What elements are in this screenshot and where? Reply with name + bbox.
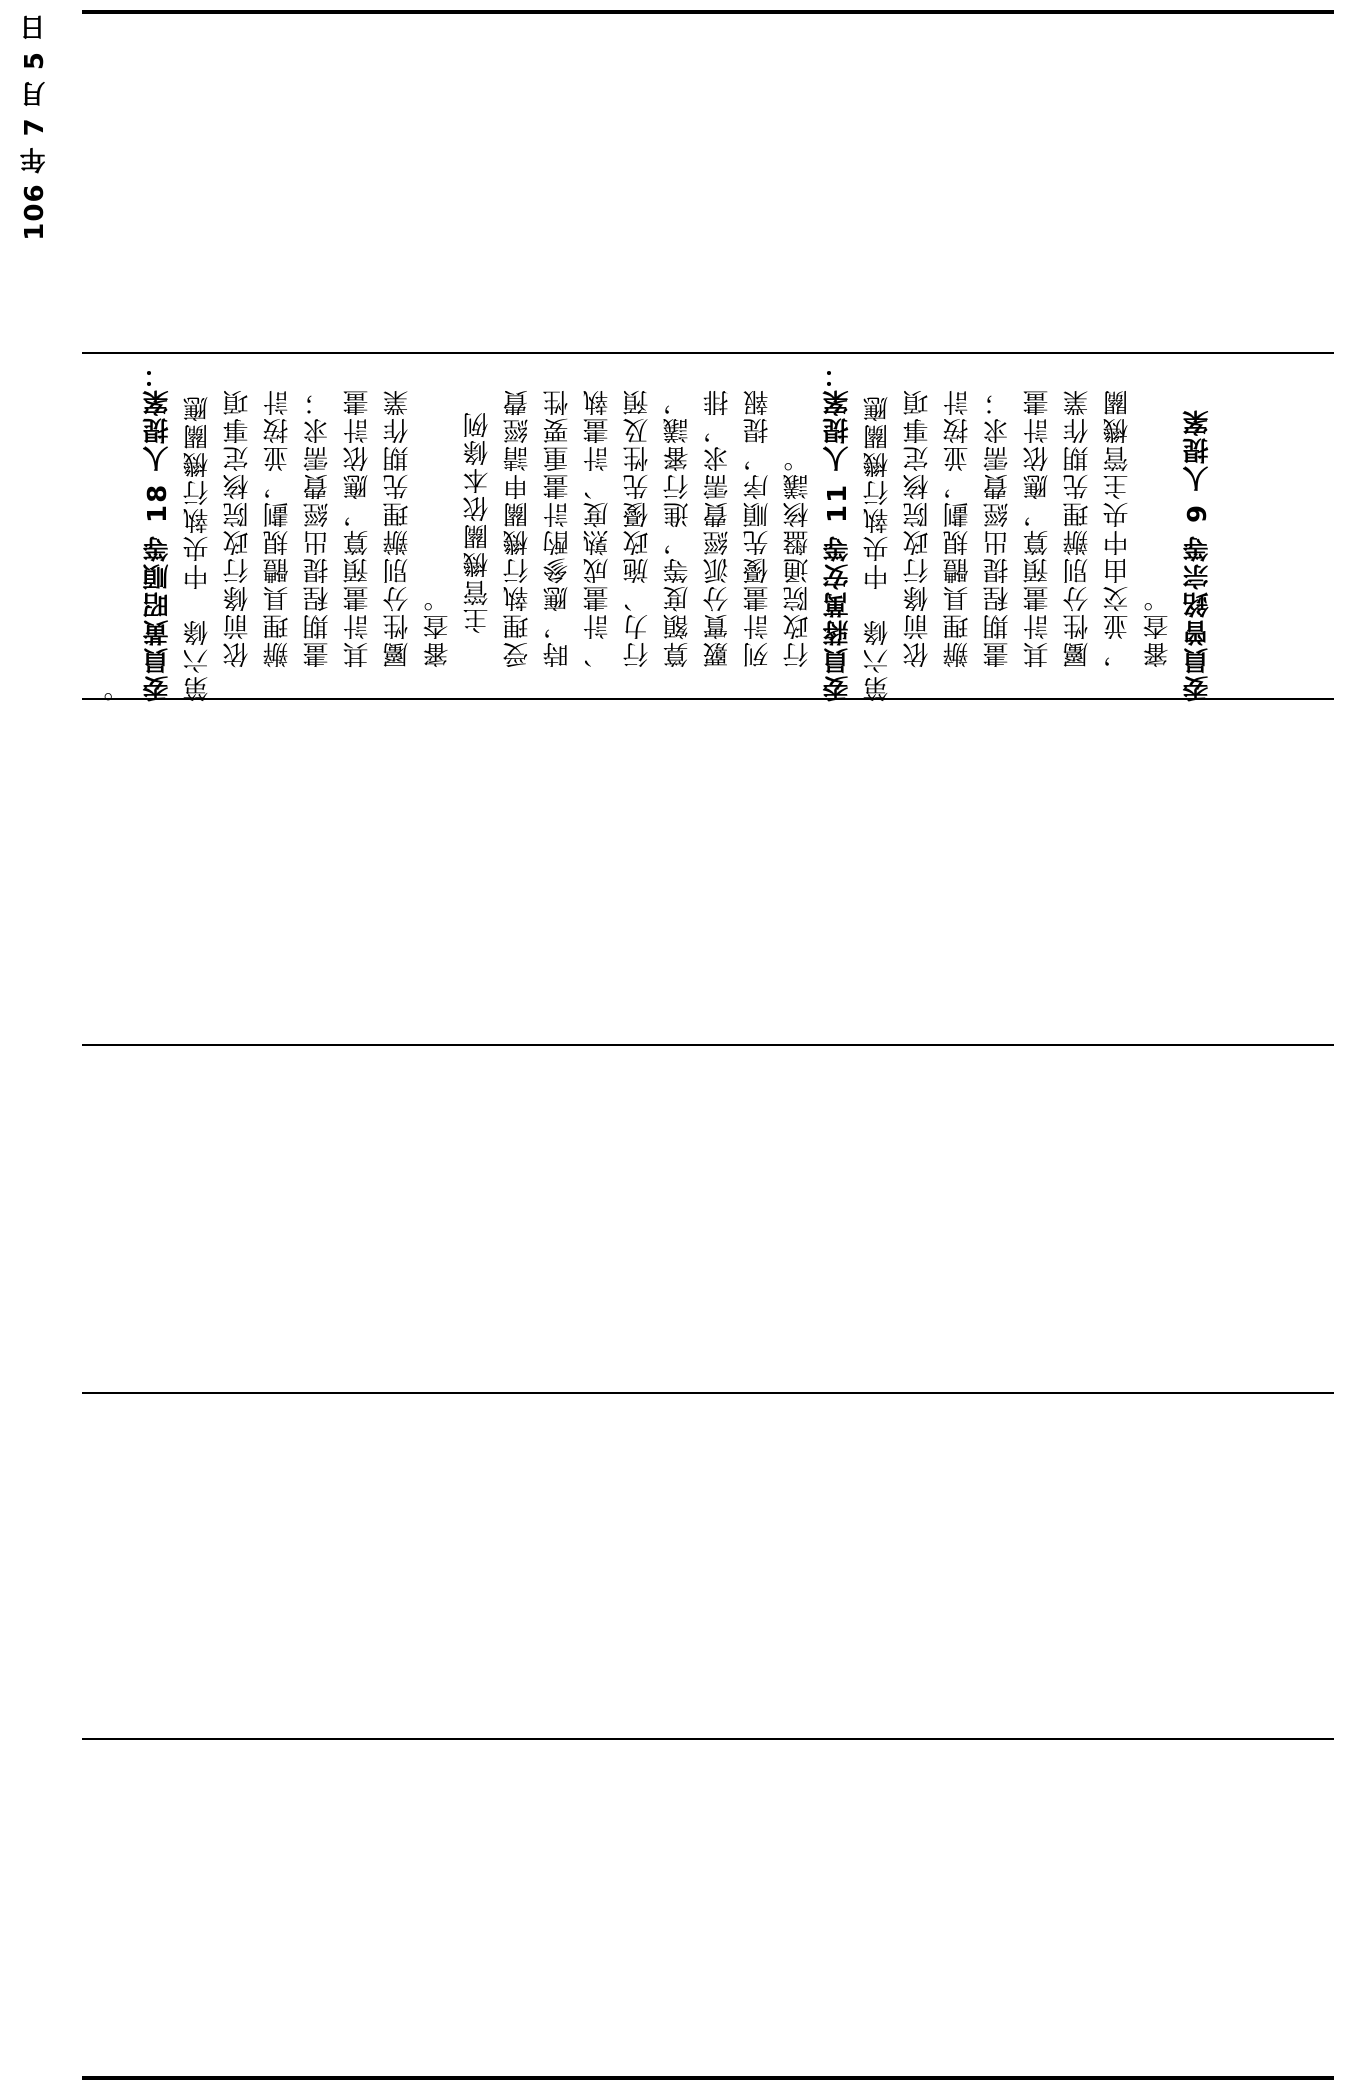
text-line: 審查。 <box>1143 584 1173 668</box>
text-line: 辦理具體規劃，並按計 <box>263 388 293 668</box>
header-date: 106 年 7 月 5 日 <box>20 14 50 241</box>
text-line: 列計畫優先順序，提報 <box>743 388 773 668</box>
text-line: 畫期程提出經費需求； <box>983 388 1013 668</box>
proposal-text-block <box>98 352 1328 702</box>
text-line: 第六條 中央執行機關應 <box>183 394 213 702</box>
text-line: 其計畫預算，應依計畫 <box>343 388 373 668</box>
proposal-heading: 委員黃昭順等 18 人提案： <box>143 359 173 702</box>
text-line: 算額度等，進行審議， <box>663 388 693 668</box>
text-line: 屬性分別辦理先期作業 <box>1063 388 1093 668</box>
text-line: 主管機關依本條例 <box>463 410 493 634</box>
text-line: 、計畫成熟度、計畫執 <box>583 388 613 668</box>
bottom-rule <box>82 2076 1334 2080</box>
text-line: 辦理具體規劃，並按計 <box>943 388 973 668</box>
text-line: 受理執行機關申請經費 <box>503 388 533 668</box>
text-line: 覈實分派經費需求，排 <box>703 388 733 668</box>
proposal-heading: 委員蔣萬安等 11 人提案： <box>823 359 853 702</box>
text-line: 。 <box>103 674 133 702</box>
section-divider <box>82 1392 1334 1394</box>
text-line: 審查。 <box>423 584 453 668</box>
text-line: 時，應參酌計畫重要性 <box>543 388 573 668</box>
text-line: 行力、施政優先性及預 <box>623 388 653 668</box>
text-line: 屬性分別辦理先期作業 <box>383 388 413 668</box>
text-line: 依前條行政院核定事項 <box>223 388 253 668</box>
proposal-heading: 委員曾銘宗等 9 人提案 <box>1183 407 1213 702</box>
section-divider <box>82 1044 1334 1046</box>
text-line: 行政院通盤核議。 <box>783 444 813 668</box>
text-line: 依前條行政院核定事項 <box>903 388 933 668</box>
text-line: 其計畫預算，應依計畫 <box>1023 388 1053 668</box>
text-line: 畫期程提出經費需求； <box>303 388 333 668</box>
top-rule <box>82 10 1334 14</box>
text-line: 第六條 中央執行機關應 <box>863 394 893 702</box>
section-divider <box>82 1738 1334 1740</box>
text-line: ，並交由中央主管機關 <box>1103 388 1133 668</box>
